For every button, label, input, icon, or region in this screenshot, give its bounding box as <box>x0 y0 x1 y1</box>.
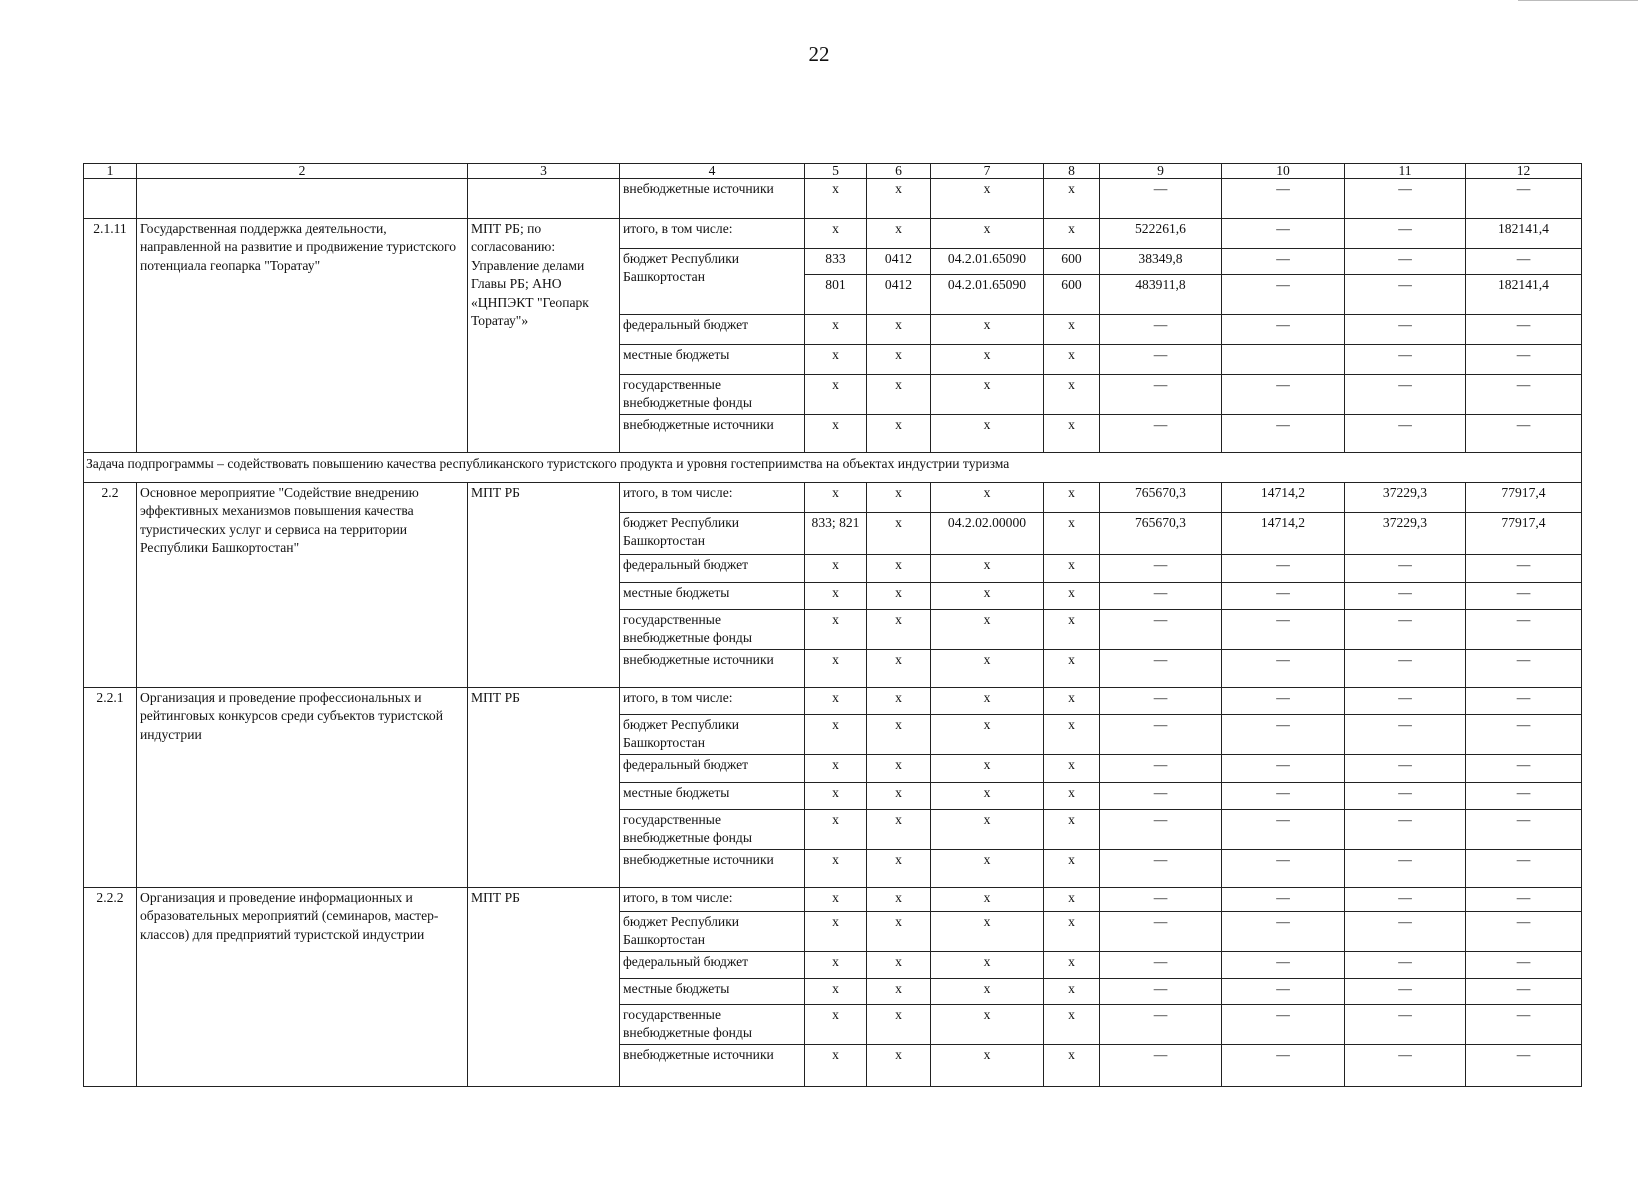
value-cell: 77917,4 <box>1466 513 1582 555</box>
value-cell: 600 <box>1044 249 1100 275</box>
value-cell: х <box>1044 513 1100 555</box>
continuation-row <box>84 179 1582 219</box>
funding-source: итого, в том числе: <box>620 887 805 911</box>
value-cell: — <box>1222 714 1345 754</box>
value-cell: 04.2.01.65090 <box>931 275 1044 315</box>
value-cell: х <box>931 887 1044 911</box>
funding-source: итого, в том числе: <box>620 483 805 513</box>
value-cell: х <box>805 345 867 375</box>
value-cell: х <box>805 415 867 453</box>
value-cell: 765670,3 <box>1100 483 1222 513</box>
value-cell: х <box>805 782 867 809</box>
value-cell: х <box>805 315 867 345</box>
value-cell: — <box>1100 583 1222 610</box>
value-cell: — <box>1100 179 1222 219</box>
value-cell: — <box>1345 179 1466 219</box>
value-cell: 04.2.02.00000 <box>931 513 1044 555</box>
funding-source: бюджет Республики Башкортостан <box>620 911 805 951</box>
value-cell: х <box>931 978 1044 1004</box>
value-cell: х <box>867 782 931 809</box>
value-cell: — <box>1345 911 1466 951</box>
value-cell: — <box>1222 415 1345 453</box>
value-cell: х <box>1044 179 1100 219</box>
value-cell: — <box>1100 1004 1222 1044</box>
value-cell: — <box>1222 782 1345 809</box>
value-cell: 04.2.01.65090 <box>931 249 1044 275</box>
value-cell: — <box>1222 887 1345 911</box>
value-cell: х <box>1044 782 1100 809</box>
column-number-11: 11 <box>1345 164 1466 179</box>
value-cell: х <box>805 714 867 754</box>
value-cell: х <box>931 849 1044 887</box>
item-number: 2.1.11 <box>84 219 137 453</box>
value-cell: — <box>1100 809 1222 849</box>
column-number-8: 8 <box>1044 164 1100 179</box>
value-cell: х <box>805 219 867 249</box>
value-cell: — <box>1345 345 1466 375</box>
value-cell: х <box>931 714 1044 754</box>
value-cell: х <box>867 415 931 453</box>
value-cell: х <box>1044 951 1100 978</box>
column-number-6: 6 <box>867 164 931 179</box>
value-cell: — <box>1345 687 1466 714</box>
value-cell: х <box>867 911 931 951</box>
value-cell: — <box>1466 809 1582 849</box>
funding-source: итого, в том числе: <box>620 687 805 714</box>
value-cell: х <box>1044 649 1100 687</box>
column-number-2: 2 <box>137 164 468 179</box>
value-cell: — <box>1100 555 1222 583</box>
value-cell: х <box>867 179 931 219</box>
value-cell: — <box>1466 754 1582 782</box>
value-cell: х <box>805 1044 867 1086</box>
value-cell: — <box>1466 911 1582 951</box>
value-cell: 0412 <box>867 275 931 315</box>
funding-source: федеральный бюджет <box>620 555 805 583</box>
value-cell: — <box>1222 249 1345 275</box>
value-cell: х <box>1044 714 1100 754</box>
funding-source: внебюджетные источники <box>620 649 805 687</box>
funding-source: бюджет Республики Башкортостан <box>620 513 805 555</box>
value-cell: х <box>931 179 1044 219</box>
column-number-5: 5 <box>805 164 867 179</box>
value-cell: — <box>1100 951 1222 978</box>
value-cell: х <box>931 415 1044 453</box>
column-number-7: 7 <box>931 164 1044 179</box>
value-cell: х <box>867 809 931 849</box>
value-cell: — <box>1345 610 1466 650</box>
value-cell: — <box>1100 345 1222 375</box>
value-cell: х <box>1044 849 1100 887</box>
value-cell: — <box>1466 782 1582 809</box>
value-cell: — <box>1100 911 1222 951</box>
funding-source: государственные внебюджетные фонды <box>620 809 805 849</box>
value-cell: — <box>1222 583 1345 610</box>
value-cell: — <box>1345 978 1466 1004</box>
value-cell: х <box>867 483 931 513</box>
value-cell: х <box>1044 887 1100 911</box>
value-cell: х <box>931 1044 1044 1086</box>
value-cell: х <box>931 375 1044 415</box>
value-cell: х <box>805 951 867 978</box>
value-cell: х <box>931 555 1044 583</box>
value-cell: х <box>805 978 867 1004</box>
value-cell: — <box>1345 249 1466 275</box>
column-number-1: 1 <box>84 164 137 179</box>
value-cell: х <box>805 375 867 415</box>
value-cell: х <box>1044 610 1100 650</box>
value-cell: х <box>805 754 867 782</box>
value-cell: — <box>1222 610 1345 650</box>
value-cell: х <box>805 809 867 849</box>
value-cell: — <box>1222 1044 1345 1086</box>
value-cell <box>1222 345 1345 375</box>
value-cell: — <box>1466 415 1582 453</box>
value-cell: — <box>1222 649 1345 687</box>
value-cell: х <box>867 649 931 687</box>
value-cell: х <box>867 513 931 555</box>
column-number-12: 12 <box>1466 164 1582 179</box>
value-cell: х <box>931 1004 1044 1044</box>
item-executor: МПТ РБ <box>468 687 620 887</box>
value-cell: — <box>1466 179 1582 219</box>
value-cell: 182141,4 <box>1466 275 1582 315</box>
value-cell: — <box>1100 754 1222 782</box>
funding-source: государственные внебюджетные фонды <box>620 375 805 415</box>
value-cell: х <box>1044 754 1100 782</box>
value-cell: х <box>805 849 867 887</box>
value-cell: х <box>931 610 1044 650</box>
value-cell: — <box>1466 375 1582 415</box>
value-cell: — <box>1100 610 1222 650</box>
task-text: Задача подпрограммы – содействовать повышению качества республиканского туристского продукта и уровня гостеприимства на объектах индустрии туризма <box>84 453 1582 483</box>
value-cell: х <box>931 687 1044 714</box>
value-cell: х <box>867 375 931 415</box>
value-cell: х <box>867 754 931 782</box>
table-row <box>84 687 1582 714</box>
value-cell: х <box>805 1004 867 1044</box>
value-cell: х <box>805 583 867 610</box>
value-cell: — <box>1222 978 1345 1004</box>
item-name: Организация и проведение профессиональных и рейтинговых конкурсов среди субъектов туристской индустрии <box>137 687 468 887</box>
value-cell: х <box>1044 555 1100 583</box>
value-cell: х <box>1044 1044 1100 1086</box>
value-cell: х <box>805 555 867 583</box>
value-cell: х <box>1044 415 1100 453</box>
value-cell: х <box>931 809 1044 849</box>
item-name: Государственная поддержка деятельности, направленной на развитие и продвижение туристского потенциала геопарка "Торатау" <box>137 219 468 453</box>
value-cell: х <box>805 687 867 714</box>
value-cell: — <box>1222 315 1345 345</box>
value-cell: — <box>1466 583 1582 610</box>
task-row <box>84 453 1582 483</box>
value-cell: — <box>1466 978 1582 1004</box>
value-cell: х <box>867 555 931 583</box>
value-cell: 37229,3 <box>1345 483 1466 513</box>
value-cell: х <box>867 978 931 1004</box>
value-cell: х <box>931 782 1044 809</box>
value-cell: — <box>1345 555 1466 583</box>
value-cell: — <box>1345 809 1466 849</box>
funding-source: внебюджетные источники <box>620 849 805 887</box>
value-cell: 0412 <box>867 249 931 275</box>
value-cell: х <box>931 583 1044 610</box>
item-number: 2.2.2 <box>84 887 137 1086</box>
value-cell: — <box>1466 687 1582 714</box>
value-cell: — <box>1345 1044 1466 1086</box>
header-row <box>84 164 1582 179</box>
value-cell: — <box>1345 315 1466 345</box>
value-cell: х <box>931 483 1044 513</box>
table-row <box>84 219 1582 249</box>
value-cell: — <box>1100 714 1222 754</box>
value-cell: — <box>1466 887 1582 911</box>
value-cell: х <box>1044 978 1100 1004</box>
value-cell: 765670,3 <box>1100 513 1222 555</box>
value-cell: х <box>931 911 1044 951</box>
value-cell: — <box>1466 345 1582 375</box>
value-cell: х <box>805 483 867 513</box>
funding-source: местные бюджеты <box>620 345 805 375</box>
value-cell: х <box>867 610 931 650</box>
value-cell: х <box>867 1044 931 1086</box>
value-cell: — <box>1222 555 1345 583</box>
item-executor: МПТ РБ <box>468 887 620 1086</box>
value-cell: х <box>1044 911 1100 951</box>
column-number-10: 10 <box>1222 164 1345 179</box>
value-cell: х <box>867 583 931 610</box>
value-cell: — <box>1222 275 1345 315</box>
value-cell: х <box>1044 687 1100 714</box>
value-cell: х <box>1044 315 1100 345</box>
value-cell: х <box>1044 483 1100 513</box>
value-cell: 14714,2 <box>1222 483 1345 513</box>
value-cell: х <box>931 345 1044 375</box>
value-cell: — <box>1222 849 1345 887</box>
value-cell: — <box>1345 714 1466 754</box>
value-cell: — <box>1222 911 1345 951</box>
value-cell: — <box>1100 315 1222 345</box>
item-number: 2.2.1 <box>84 687 137 887</box>
value-cell: — <box>1100 687 1222 714</box>
value-cell: 182141,4 <box>1466 219 1582 249</box>
value-cell: х <box>867 687 931 714</box>
value-cell: х <box>1044 219 1100 249</box>
column-number-4: 4 <box>620 164 805 179</box>
funding-source: государственные внебюджетные фонды <box>620 1004 805 1044</box>
value-cell: — <box>1345 782 1466 809</box>
value-cell: х <box>1044 375 1100 415</box>
value-cell: х <box>867 849 931 887</box>
funding-source: местные бюджеты <box>620 978 805 1004</box>
value-cell: х <box>931 315 1044 345</box>
value-cell: х <box>867 714 931 754</box>
table-row <box>84 483 1582 513</box>
value-cell: — <box>1345 1004 1466 1044</box>
funding-source: бюджет Республики Башкортостан <box>620 714 805 754</box>
value-cell: — <box>1345 951 1466 978</box>
value-cell: 600 <box>1044 275 1100 315</box>
funding-source: итого, в том числе: <box>620 219 805 249</box>
value-cell: 38349,8 <box>1100 249 1222 275</box>
value-cell: 801 <box>805 275 867 315</box>
funding-source: внебюджетные источники <box>620 1044 805 1086</box>
empty-cell <box>137 179 468 219</box>
value-cell: — <box>1466 315 1582 345</box>
value-cell: 483911,8 <box>1100 275 1222 315</box>
value-cell: 77917,4 <box>1466 483 1582 513</box>
item-executor: МПТ РБ; по согласованию: Управление делами Главы РБ; АНО «ЦНПЭКТ "Геопарк Торатау"» <box>468 219 620 453</box>
value-cell: — <box>1100 782 1222 809</box>
value-cell: — <box>1345 275 1466 315</box>
value-cell: — <box>1222 951 1345 978</box>
value-cell: х <box>1044 583 1100 610</box>
budget-table <box>83 163 1582 1087</box>
value-cell: — <box>1345 219 1466 249</box>
value-cell: — <box>1466 1004 1582 1044</box>
value-cell: — <box>1222 809 1345 849</box>
column-number-3: 3 <box>468 164 620 179</box>
value-cell: — <box>1100 375 1222 415</box>
funding-source: федеральный бюджет <box>620 754 805 782</box>
value-cell: — <box>1345 415 1466 453</box>
value-cell: 522261,6 <box>1100 219 1222 249</box>
value-cell: — <box>1345 649 1466 687</box>
value-cell: — <box>1100 978 1222 1004</box>
value-cell: х <box>805 649 867 687</box>
value-cell: — <box>1466 249 1582 275</box>
value-cell: — <box>1345 375 1466 415</box>
value-cell: х <box>1044 1004 1100 1044</box>
value-cell: х <box>931 754 1044 782</box>
page-number: 22 <box>808 42 830 66</box>
value-cell: 833; 821 <box>805 513 867 555</box>
value-cell: — <box>1345 583 1466 610</box>
funding-source: федеральный бюджет <box>620 315 805 345</box>
item-executor: МПТ РБ <box>468 483 620 688</box>
value-cell: — <box>1345 849 1466 887</box>
item-name: Организация и проведение информационных и образовательных мероприятий (семинаров, мастер-классов) для предприятий туристской индустрии <box>137 887 468 1086</box>
empty-cell <box>468 179 620 219</box>
value-cell: — <box>1466 951 1582 978</box>
value-cell: — <box>1222 179 1345 219</box>
funding-source: внебюджетные источники <box>620 179 805 219</box>
value-cell: х <box>931 951 1044 978</box>
funding-source: федеральный бюджет <box>620 951 805 978</box>
column-number-9: 9 <box>1100 164 1222 179</box>
value-cell: — <box>1466 649 1582 687</box>
value-cell: — <box>1100 1044 1222 1086</box>
value-cell: х <box>805 911 867 951</box>
scan-edge-mark <box>1518 0 1638 1</box>
value-cell: х <box>805 887 867 911</box>
value-cell: — <box>1222 1004 1345 1044</box>
value-cell: — <box>1100 649 1222 687</box>
value-cell: — <box>1466 714 1582 754</box>
value-cell: х <box>867 1004 931 1044</box>
value-cell: 14714,2 <box>1222 513 1345 555</box>
value-cell: х <box>867 219 931 249</box>
item-name: Основное мероприятие "Содействие внедрению эффективных механизмов повышения качества туристических услуг и сервиса на территории Республики Башкортостан" <box>137 483 468 688</box>
value-cell: х <box>867 887 931 911</box>
value-cell: х <box>805 610 867 650</box>
value-cell: х <box>867 345 931 375</box>
item-number: 2.2 <box>84 483 137 688</box>
value-cell: — <box>1222 754 1345 782</box>
value-cell: — <box>1466 1044 1582 1086</box>
funding-source: бюджет Республики Башкортостан <box>620 249 805 315</box>
table-row <box>84 887 1582 911</box>
value-cell: — <box>1222 219 1345 249</box>
value-cell: — <box>1345 887 1466 911</box>
value-cell: — <box>1222 375 1345 415</box>
value-cell: — <box>1466 555 1582 583</box>
funding-source: местные бюджеты <box>620 782 805 809</box>
funding-source: государственные внебюджетные фонды <box>620 610 805 650</box>
funding-source: внебюджетные источники <box>620 415 805 453</box>
value-cell: — <box>1345 754 1466 782</box>
value-cell: 37229,3 <box>1345 513 1466 555</box>
funding-source: местные бюджеты <box>620 583 805 610</box>
value-cell: — <box>1466 849 1582 887</box>
value-cell: — <box>1466 610 1582 650</box>
value-cell: х <box>867 951 931 978</box>
value-cell: — <box>1222 687 1345 714</box>
empty-cell <box>84 179 137 219</box>
value-cell: — <box>1100 849 1222 887</box>
value-cell: — <box>1100 887 1222 911</box>
value-cell: х <box>867 315 931 345</box>
value-cell: х <box>805 179 867 219</box>
value-cell: — <box>1100 415 1222 453</box>
value-cell: х <box>931 649 1044 687</box>
value-cell: х <box>1044 809 1100 849</box>
value-cell: х <box>1044 345 1100 375</box>
value-cell: х <box>931 219 1044 249</box>
value-cell: 833 <box>805 249 867 275</box>
